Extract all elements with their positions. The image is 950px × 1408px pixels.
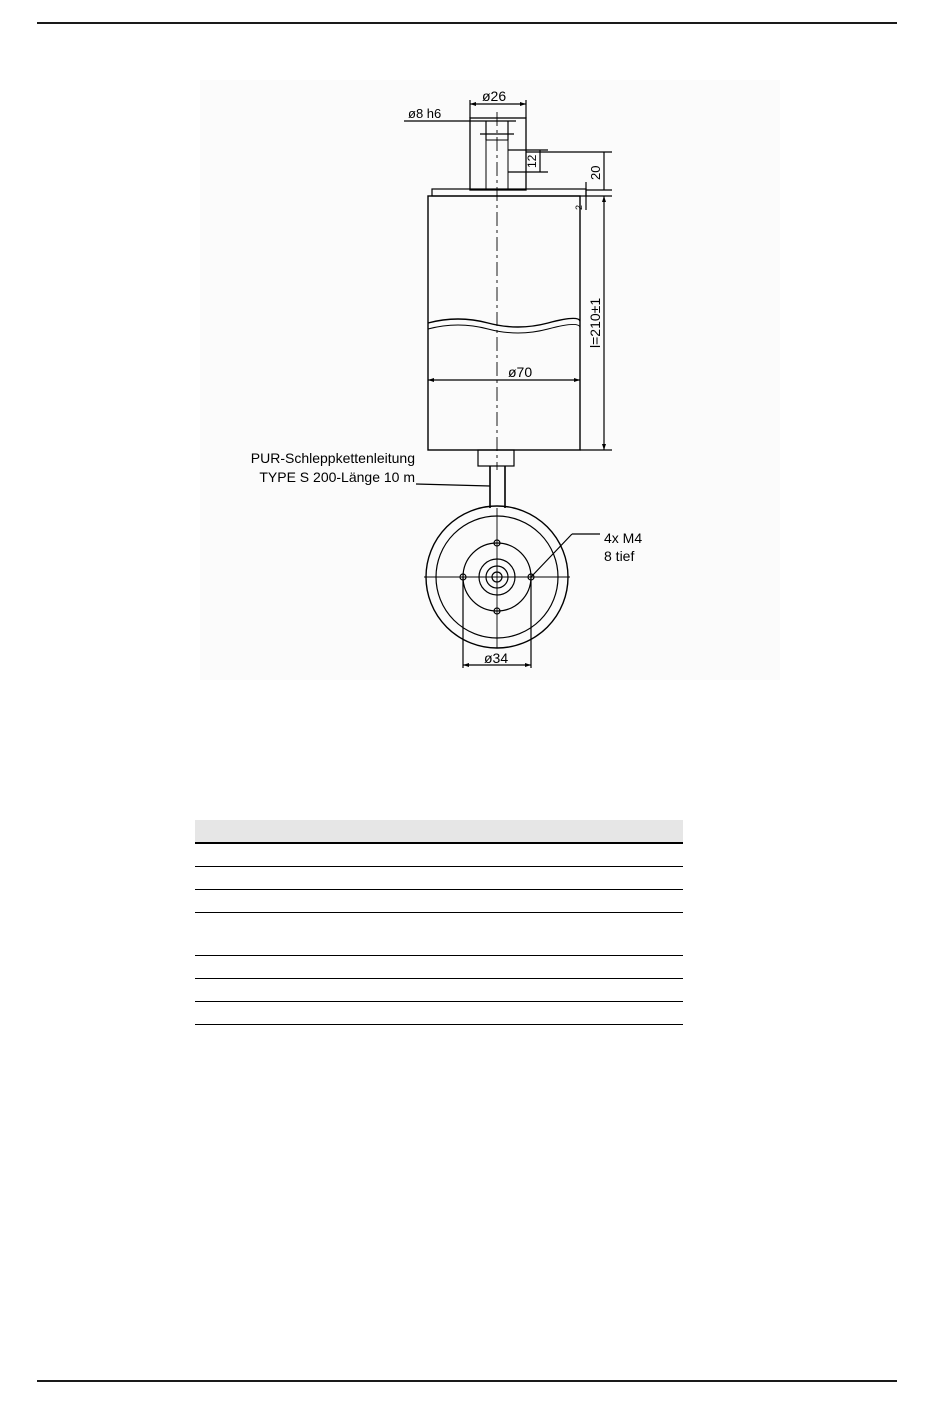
table-row: [195, 979, 683, 1002]
header-cell: [439, 820, 683, 842]
shaft-housing-diameter-label: ø26: [482, 88, 507, 104]
table-cell: [195, 913, 439, 955]
table-cell: [439, 844, 683, 866]
cable-label-line1: PUR-Schleppkettenleitung: [250, 450, 415, 466]
table-cell: [439, 979, 683, 1001]
table-cell: [195, 890, 439, 912]
body-length-label: l=210±1: [587, 297, 603, 348]
table-cell: [439, 867, 683, 889]
flange-height-label: 20: [588, 165, 603, 180]
table-cell: [439, 1002, 683, 1024]
table-cell: [195, 956, 439, 978]
cable: [490, 466, 505, 508]
table-row: [195, 890, 683, 913]
cable-gland: [478, 450, 514, 466]
shaft-length-label: 12: [525, 154, 539, 168]
table-cell: [439, 956, 683, 978]
table-cell: [195, 844, 439, 866]
table-cell: [195, 1002, 439, 1024]
bolt-circle-diameter-label: ø34: [484, 650, 509, 666]
flange-gap-label: 2: [574, 204, 584, 210]
table-row: [195, 867, 683, 890]
cable-label-line2: TYPE S 200-Länge 10 m: [259, 469, 415, 485]
table-cell: [439, 913, 683, 955]
header-cell: [195, 820, 439, 842]
spec-table: [195, 820, 683, 1025]
table-cell: [195, 867, 439, 889]
thread-label-line2: 8 tief: [604, 548, 635, 564]
table-row: [195, 956, 683, 979]
table-row: [195, 844, 683, 867]
table-cell: [439, 890, 683, 912]
bottom-rule: [37, 1380, 897, 1382]
motor-body: [428, 196, 580, 450]
table-row: [195, 913, 683, 956]
shaft-diameter-label: ø8 h6: [408, 106, 442, 121]
thread-label-line1: 4x M4: [604, 530, 643, 546]
table-header: [195, 820, 683, 844]
technical-drawing: [0, 0, 950, 700]
body-diameter-label: ø70: [508, 364, 533, 380]
table-cell: [195, 979, 439, 1001]
table-row: [195, 1002, 683, 1025]
shaft-housing: [470, 118, 526, 190]
